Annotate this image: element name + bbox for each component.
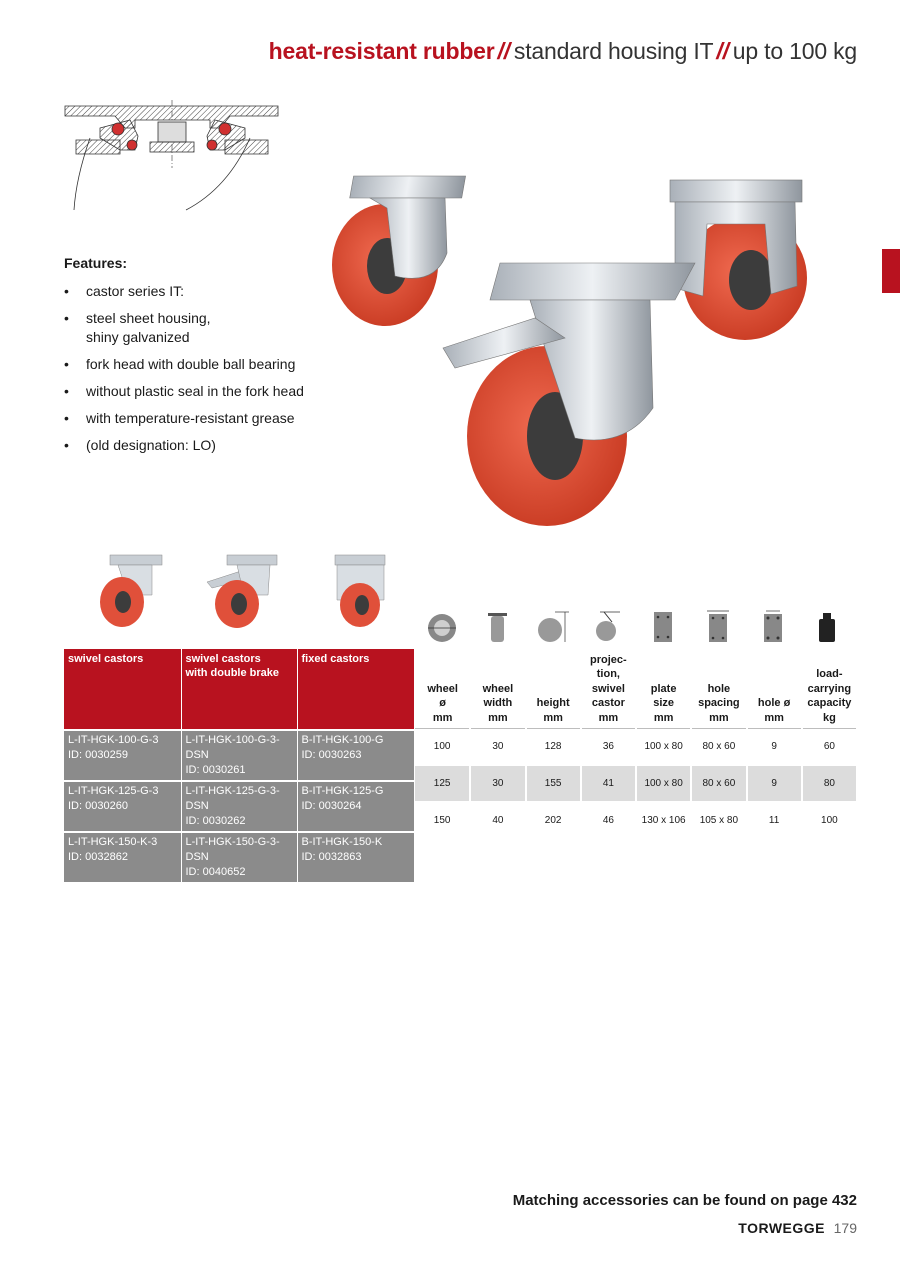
fixed-castor-thumb (335, 555, 385, 627)
value-cell: 130 x 106 (636, 802, 691, 838)
feature-item: • fork head with double ball bearing (64, 355, 334, 374)
value-cell: 60 (802, 729, 857, 766)
value-cell: 150 (415, 802, 470, 838)
header-projection: projec- tion, swivel castor mm (590, 653, 627, 724)
title-separator: // (497, 38, 510, 64)
value-cell: 36 (581, 729, 636, 766)
value-cell: 30 (470, 765, 525, 802)
plate-size-icon (635, 608, 690, 644)
chapter-tab (882, 249, 900, 293)
cross-section-drawing (60, 98, 285, 213)
features-section (64, 254, 334, 463)
table-row (64, 781, 414, 832)
height-icon (525, 608, 580, 644)
title-separator-2: // (716, 38, 729, 64)
product-photo (325, 168, 815, 533)
article-table (64, 649, 415, 882)
swivel-castor-thumb (100, 555, 162, 627)
value-cell: 11 (747, 802, 802, 838)
article-cell: L-IT-HGK-125-G-3-DSN ID: 0030262 (181, 781, 297, 832)
feature-item: • castor series IT: (64, 282, 334, 301)
article-cell: L-IT-HGK-100-G-3 ID: 0030259 (64, 730, 181, 781)
title-material: heat-resistant rubber (268, 38, 495, 64)
header-hole-spacing: hole spacing mm (698, 682, 740, 724)
load-capacity-icon (800, 608, 855, 644)
article-cell: B-IT-HGK-150-K ID: 0032863 (297, 832, 414, 882)
feature-item: • without plastic seal in the fork head (64, 382, 334, 401)
fixed-castor-image (670, 180, 807, 340)
title-load: up to 100 kg (732, 38, 857, 64)
page-number: 179 (833, 1220, 857, 1236)
article-cell: B-IT-HGK-100-G ID: 0030263 (297, 730, 414, 781)
header-fixed-castors: fixed castors (297, 649, 414, 730)
value-cell: 100 (415, 729, 470, 766)
article-cell: L-IT-HGK-125-G-3 ID: 0030260 (64, 781, 181, 832)
value-cell: 9 (747, 729, 802, 766)
header-wheel-diameter: wheel ø mm (427, 682, 458, 724)
page-title (269, 38, 857, 65)
value-cell: 202 (526, 802, 581, 838)
value-cell: 125 (415, 765, 470, 802)
projection-icon (580, 608, 635, 644)
article-cell: L-IT-HGK-100-G-3-DSN ID: 0030261 (181, 730, 297, 781)
header-load-capacity: load- carrying capacity kg (807, 668, 852, 724)
header-wheel-width: wheel width mm (482, 682, 514, 724)
hole-diameter-icon (745, 608, 800, 644)
table-row (415, 765, 857, 802)
features-heading: Features: (64, 255, 128, 271)
wheel-width-icon (470, 608, 525, 644)
article-cell: L-IT-HGK-150-K-3 ID: 0032862 (64, 832, 181, 882)
table-row (64, 832, 414, 882)
brake-castor-thumb (207, 555, 277, 628)
wheel-diameter-icon (415, 608, 470, 644)
header-hole-diameter: hole ø mm (757, 697, 791, 724)
value-cell: 40 (470, 802, 525, 838)
header-brake-castors: swivel castors with double brake (181, 649, 297, 730)
article-cell: L-IT-HGK-150-G-3-DSN ID: 0040652 (181, 832, 297, 882)
value-cell: 80 x 60 (691, 729, 746, 766)
value-cell: 41 (581, 765, 636, 802)
article-cell: B-IT-HGK-125-G ID: 0030264 (297, 781, 414, 832)
value-cell: 46 (581, 802, 636, 838)
value-cell: 128 (526, 729, 581, 766)
accessories-note: Matching accessories can be found on page 432 (512, 1192, 857, 1209)
value-cell: 155 (526, 765, 581, 802)
value-cell: 100 (802, 802, 857, 838)
feature-item: • steel sheet housing, shiny galvanized (64, 309, 334, 347)
value-cell: 9 (747, 765, 802, 802)
header-plate-size: plate size mm (650, 682, 677, 724)
value-cell: 80 x 60 (691, 765, 746, 802)
product-thumbnails (92, 550, 402, 632)
feature-item: • (old designation: LO) (64, 436, 334, 455)
specs-table (415, 649, 858, 838)
feature-item: • with temperature-resistant grease (64, 409, 334, 428)
features-list (64, 282, 334, 455)
brand-logo: TORWEGGE (738, 1220, 825, 1236)
hole-spacing-icon (690, 608, 745, 644)
swivel-castor-image (332, 176, 466, 326)
table-row (415, 802, 857, 838)
header-swivel-castors: swivel castors (64, 649, 181, 730)
column-icons (415, 608, 858, 644)
value-cell: 100 x 80 (636, 765, 691, 802)
table-row (64, 730, 414, 781)
value-cell: 100 x 80 (636, 729, 691, 766)
table-row (415, 729, 857, 766)
brake-castor-image (443, 263, 695, 526)
header-height: height mm (536, 697, 570, 724)
title-housing: standard housing IT (513, 38, 714, 64)
value-cell: 30 (470, 729, 525, 766)
value-cell: 80 (802, 765, 857, 802)
value-cell: 105 x 80 (691, 802, 746, 838)
